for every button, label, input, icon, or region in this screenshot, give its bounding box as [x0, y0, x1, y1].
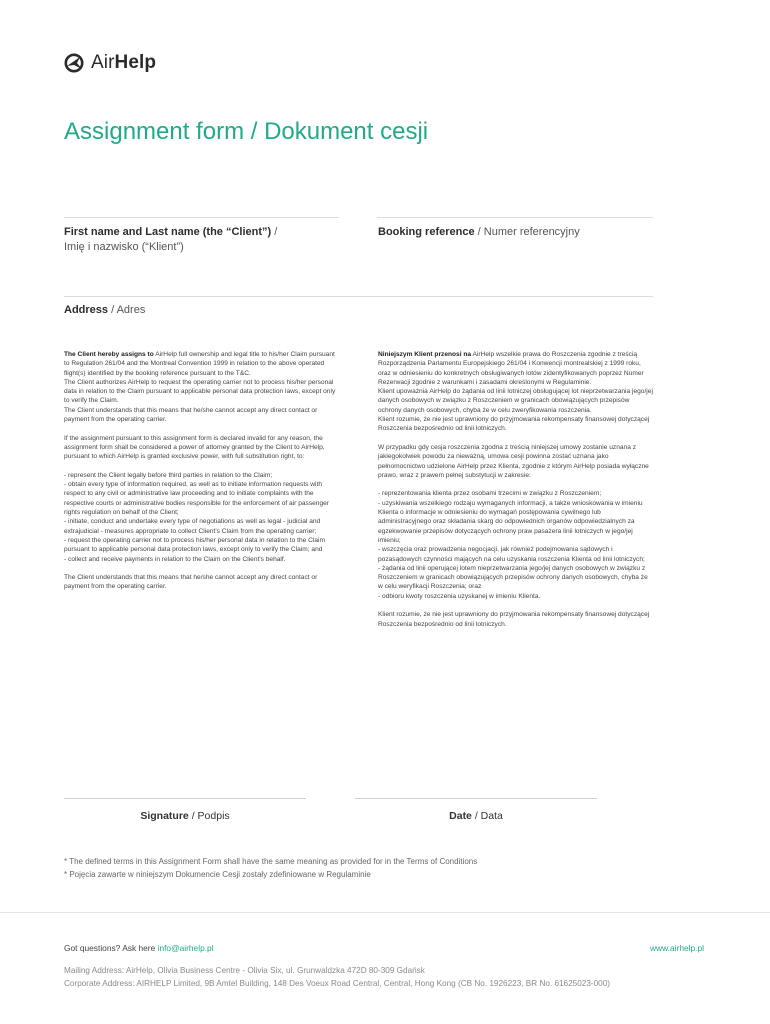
name-field-label[interactable]: First name and Last name (the “Client”) / Imię i nazwisko (“Klient”) [64, 226, 278, 253]
footnotes [64, 855, 714, 881]
polish-terms-column [378, 350, 654, 638]
english-paragraph-3: - represent the Client legally before third parties in relation to the Claim; - obtain every type of information required, as well as to initiate information requests with respect to any civil or administrative law proceeding and to initiate complaints with the respective courts or administrative bodies responsible for the enforcement of air passenger rights regulation on behalf of the Client; - initiate, conduct and undertake every type of negotiations as well as legal - judicial and extrajudicial - measures appropriate to collect Client's Claim from the operating carrier; - request the operating carrier not to process his/her personal data in relation to the Claim pursuant to applicable personal data protection laws, except only to verify the Claim; and - collect and receive payments in relation to the Claim on the Client's behalf. [64, 471, 329, 563]
date-line[interactable] [355, 798, 597, 799]
footer-questions: Got questions? Ask here info@airhelp.pl [64, 943, 214, 953]
polish-paragraph-2: W przypadku gdy cesja roszczenia zgodna z treścią niniejszej umowy zostanie uznana z jakiegokolwiek powodu za nieważną, umowa cesji powinna zostać uznana jako pełnomocnictwo udzielone AirHelp przez Klienta, zgodnie z którym AirHelp posiada wyłączne prawo, wraz z prawem pełnej substytucji w zakresie: [378, 443, 649, 479]
name-field-rule [64, 217, 339, 218]
footnote-polish: * Pojęcia zawarte w niniejszym Dokumencie Cesji zostały zdefiniowane w Regulaminie [64, 870, 371, 879]
english-terms-column [64, 350, 339, 601]
airhelp-logo-icon [63, 52, 85, 74]
polish-paragraph-4: Klient rozumie, że nie jest uprawniony do przyjmowania rekompensaty finansowej dotyczącej Roszczenia bezpośrednio od linii lotniczych. [378, 611, 650, 628]
support-email-link[interactable]: info@airhelp.pl [157, 943, 214, 953]
footer-divider [0, 912, 770, 913]
footnote-english: * The defined terms in this Assignment Form shall have the same meaning as provided for in the Terms of Conditions [64, 857, 478, 866]
airhelp-logo [63, 52, 156, 74]
corporate-address: Corporate Address: AIRHELP Limited, 9B Amtel Building, 148 Des Voeux Road Central, Central, Hong Kong (CB No. 1926223, BR No. 61625023-000) [64, 979, 610, 988]
address-field-rule [64, 296, 653, 297]
polish-paragraph-1: Niniejszym Klient przenosi na AirHelp wszelkie prawa do Roszczenia zgodnie z treścią Rozporządzenia Parlamentu Europejskiego 261/04 i Konwencji montrealskiej z 1999 roku, oraz w odniesieniu do konkretnych obsługiwanych lotów zidentyfikowanych poprzez Numer Rezerwacji zgodnie z warunkami i zasadami określonymi w Regulaminie. Klient upoważnia AirHelp do żądania od linii lotniczej obsługującej lot nieprzetwarzania jego/jej danych osobowych w związku z Roszczeniem w granicach obowiązujących przepisów ochrony danych osobowych, chyba że w celu zweryfikowania roszczenia. Klient rozumie, że nie jest uprawniony do przyjmowania rekompensaty finansowej dotyczącej Roszczenia bezpośrednio od linii lotniczych. [378, 351, 653, 433]
signature-line[interactable] [64, 798, 306, 799]
booking-field-rule [377, 217, 653, 218]
signature-label: Signature / Podpis [140, 810, 230, 822]
website-link[interactable]: www.airhelp.pl [650, 943, 704, 953]
logo-wordmark: AirHelp [91, 52, 157, 73]
page-title: Assignment form / Dokument cesji [64, 118, 429, 145]
mailing-address: Mailing Address: AirHelp, Olivia Business Centre - Olivia Six, ul. Grunwaldzka 472D 80-309 Gdańsk [64, 966, 425, 975]
english-paragraph-2: If the assignment pursuant to this assignment form is declared invalid for any reason, the assignment form shall be considered a power of attorney granted by the Client to AirHelp, pursuant to which AirHelp is granted exclusive power, with full substitution right, to: [64, 434, 325, 461]
footer-website-wrap [650, 943, 704, 953]
address-field-label[interactable]: Address / Adres [64, 304, 146, 316]
english-paragraph-4: The Client understands that this means that he/she cannot accept any direct contact or payment from the operating carrier. [64, 574, 318, 591]
date-label: Date / Data [449, 810, 503, 822]
english-paragraph-1: The Client hereby assigns to AirHelp full ownership and legal title to his/her Claim pursuant to Regulation 261/04 and the Montreal Convention 1999 in relation to the above operated flight(s) identified by the booking reference pursuant to the T&C. The Client authorizes AirHelp to request the operating carrier not to process his/her personal data in relation to the Claim pursuant to applicable personal data protection laws, except only to verify the Claim. The Client understands that this means that he/she cannot accept any direct contact or payment from the operating carrier. [64, 351, 336, 424]
booking-field-label[interactable]: Booking reference / Numer referencyjny [378, 226, 580, 238]
polish-paragraph-3: - reprezentowania klienta przez osobami trzecimi w związku z Roszczeniem; - uzyskiwania wszelkiego rodzaju wymaganych informacji, a także wnioskowania w imieniu Klienta o informacje w odniesieniu do wymagań postępowania cywilnego lub administracyjnego oraz składania skarg do odpowiednich organów odpowiedzialnych za egzekwowanie przepisów dotyczących ochrony praw pasażera linii lotniczych w jego/jej imieniu; - wszczęcia oraz prowadzenia negocjacji, jak również podejmowania sądowych i pozasądowych czynności mających na celu uzyskania roszczenia Klienta od linii lotniczych; - żądania od linii operującej lotem nieprzetwarzania jego/jej danych osobowych w związku z Roszczeniem w granicach obowiązujących przepisów ochrony danych osobowych, chyba że w celu weryfikacji Roszczenia; oraz - odbioru kwoty roszczenia uzyskanej w imieniu Klienta. [378, 490, 648, 600]
